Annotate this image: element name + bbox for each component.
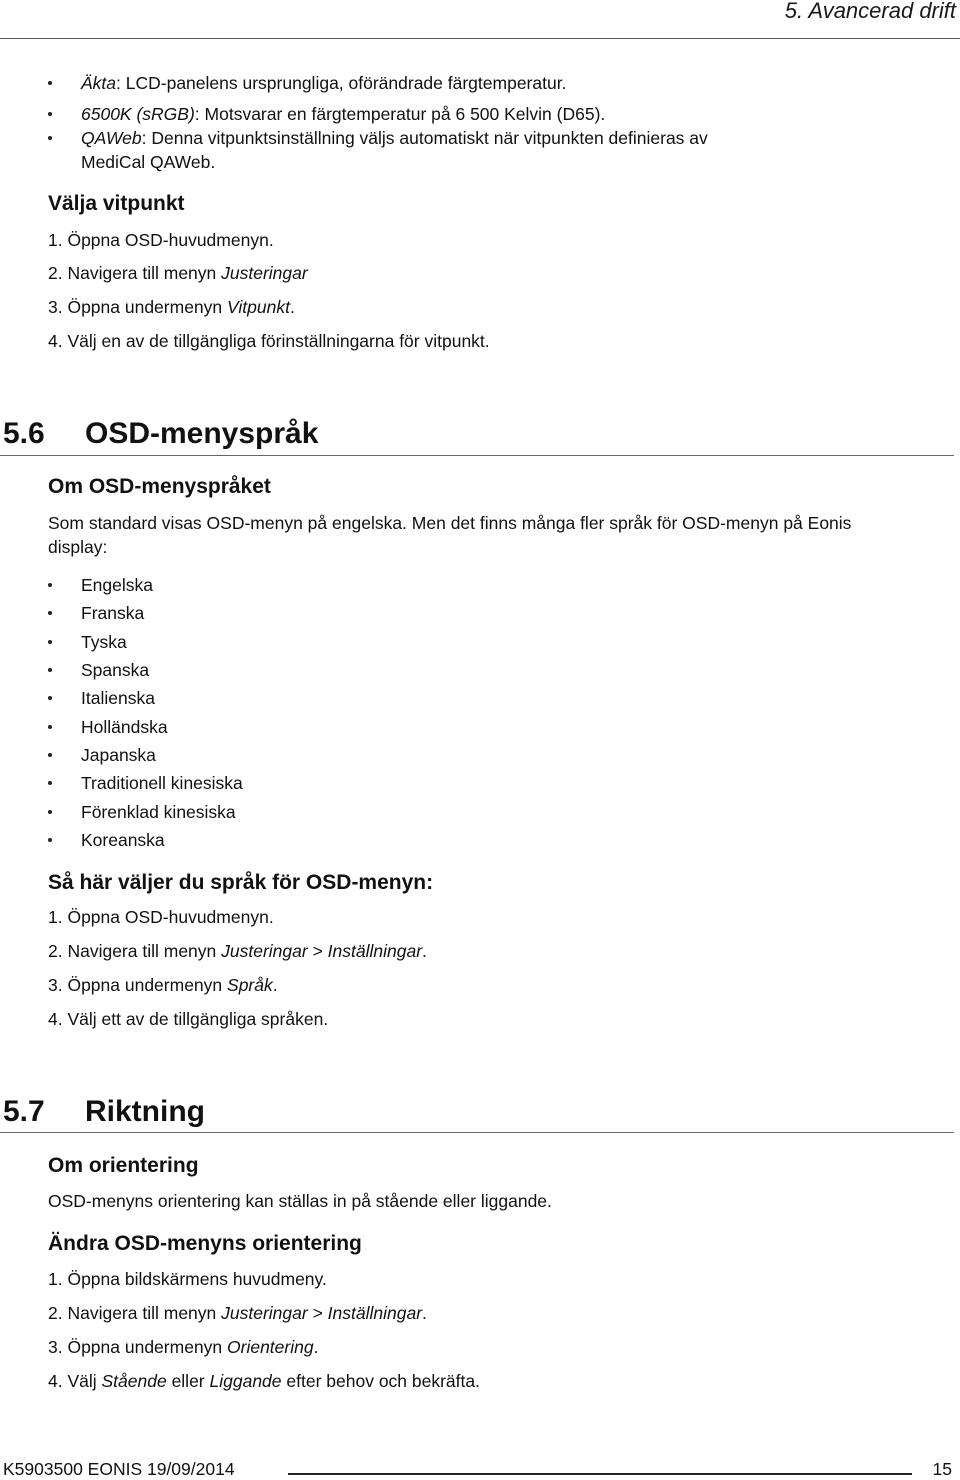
bullet-marker xyxy=(48,81,52,85)
footer-divider xyxy=(288,1473,912,1475)
bullet-marker xyxy=(48,725,52,729)
paragraph-line: OSD-menyns orientering kan ställas in på stående eller liggande. xyxy=(48,1191,552,1211)
step-item: 3. Öppna undermenyn Vitpunkt. xyxy=(48,297,295,317)
step-item: 2. Navigera till menyn Justeringar xyxy=(48,263,308,283)
bullet-marker xyxy=(48,583,52,587)
section-heading: 5.6 OSD-menyspråk xyxy=(3,417,319,450)
section-divider xyxy=(0,455,954,456)
subsection-heading: Om orientering xyxy=(48,1154,199,1177)
bullet-marker xyxy=(48,810,52,814)
language-item: Spanska xyxy=(81,660,150,680)
language-item: Koreanska xyxy=(81,830,165,850)
bullet-marker xyxy=(48,781,52,785)
step-item: 4. Välj ett av de tillgängliga språken. xyxy=(48,1009,329,1029)
language-item: Franska xyxy=(81,603,145,623)
step-item: 2. Navigera till menyn Justeringar > Inställningar. xyxy=(48,941,427,961)
step-item: 3. Öppna undermenyn Orientering. xyxy=(48,1337,319,1357)
page-number: 15 xyxy=(932,1459,952,1479)
bullet-marker xyxy=(48,668,52,672)
subsection-heading: Så här väljer du språk för OSD-menyn: xyxy=(48,871,434,894)
bullet-marker xyxy=(48,838,52,842)
step-item: 4. Välj Stående eller Liggande efter behov och bekräfta. xyxy=(48,1371,480,1391)
subsection-heading: Välja vitpunkt xyxy=(48,192,185,215)
header-divider xyxy=(0,38,960,39)
paragraph-line: Som standard visas OSD-menyn på engelska. Men det finns många fler språk för OSD-menyn på Eonis xyxy=(48,513,852,533)
language-item: Engelska xyxy=(81,575,153,595)
bullet-marker xyxy=(48,112,52,116)
step-item: 3. Öppna undermenyn Språk. xyxy=(48,975,278,995)
subsection-heading: Om OSD-menyspråket xyxy=(48,475,271,498)
bullet-marker xyxy=(48,611,52,615)
step-item: 4. Välj en av de tillgängliga förinställningarna för vitpunkt. xyxy=(48,331,490,351)
step-item: 1. Öppna OSD-huvudmenyn. xyxy=(48,907,274,927)
step-item: 2. Navigera till menyn Justeringar > Inställningar. xyxy=(48,1303,427,1323)
footer-doc-info: K5903500 EONIS 19/09/2014 xyxy=(3,1459,235,1479)
step-item: 1. Öppna bildskärmens huvudmeny. xyxy=(48,1269,327,1289)
whitepoint-option: QAWeb: Denna vitpunktsinställning väljs automatiskt när vitpunkten definieras av xyxy=(81,128,708,148)
language-item: Holländska xyxy=(81,717,168,737)
section-heading: 5.7 Riktning xyxy=(3,1095,205,1128)
bullet-marker xyxy=(48,136,52,140)
step-item: 1. Öppna OSD-huvudmenyn. xyxy=(48,230,274,250)
language-item: Italienska xyxy=(81,688,155,708)
chapter-title: 5. Avancerad drift xyxy=(784,0,956,23)
language-item: Förenklad kinesiska xyxy=(81,802,236,822)
bullet-marker xyxy=(48,640,52,644)
whitepoint-option: 6500K (sRGB): Motsvarar en färgtemperatur på 6 500 Kelvin (D65). xyxy=(81,104,606,124)
section-divider xyxy=(0,1132,954,1133)
bullet-marker xyxy=(48,753,52,757)
language-item: Tyska xyxy=(81,632,127,652)
whitepoint-option: Äkta: LCD-panelens ursprungliga, oförändrade färgtemperatur. xyxy=(81,73,567,93)
whitepoint-option-continuation: MediCal QAWeb. xyxy=(81,152,216,172)
language-item: Japanska xyxy=(81,745,156,765)
paragraph-line: display: xyxy=(48,537,108,557)
language-item: Traditionell kinesiska xyxy=(81,773,243,793)
bullet-marker xyxy=(48,696,52,700)
subsection-heading: Ändra OSD-menyns orientering xyxy=(48,1232,362,1255)
